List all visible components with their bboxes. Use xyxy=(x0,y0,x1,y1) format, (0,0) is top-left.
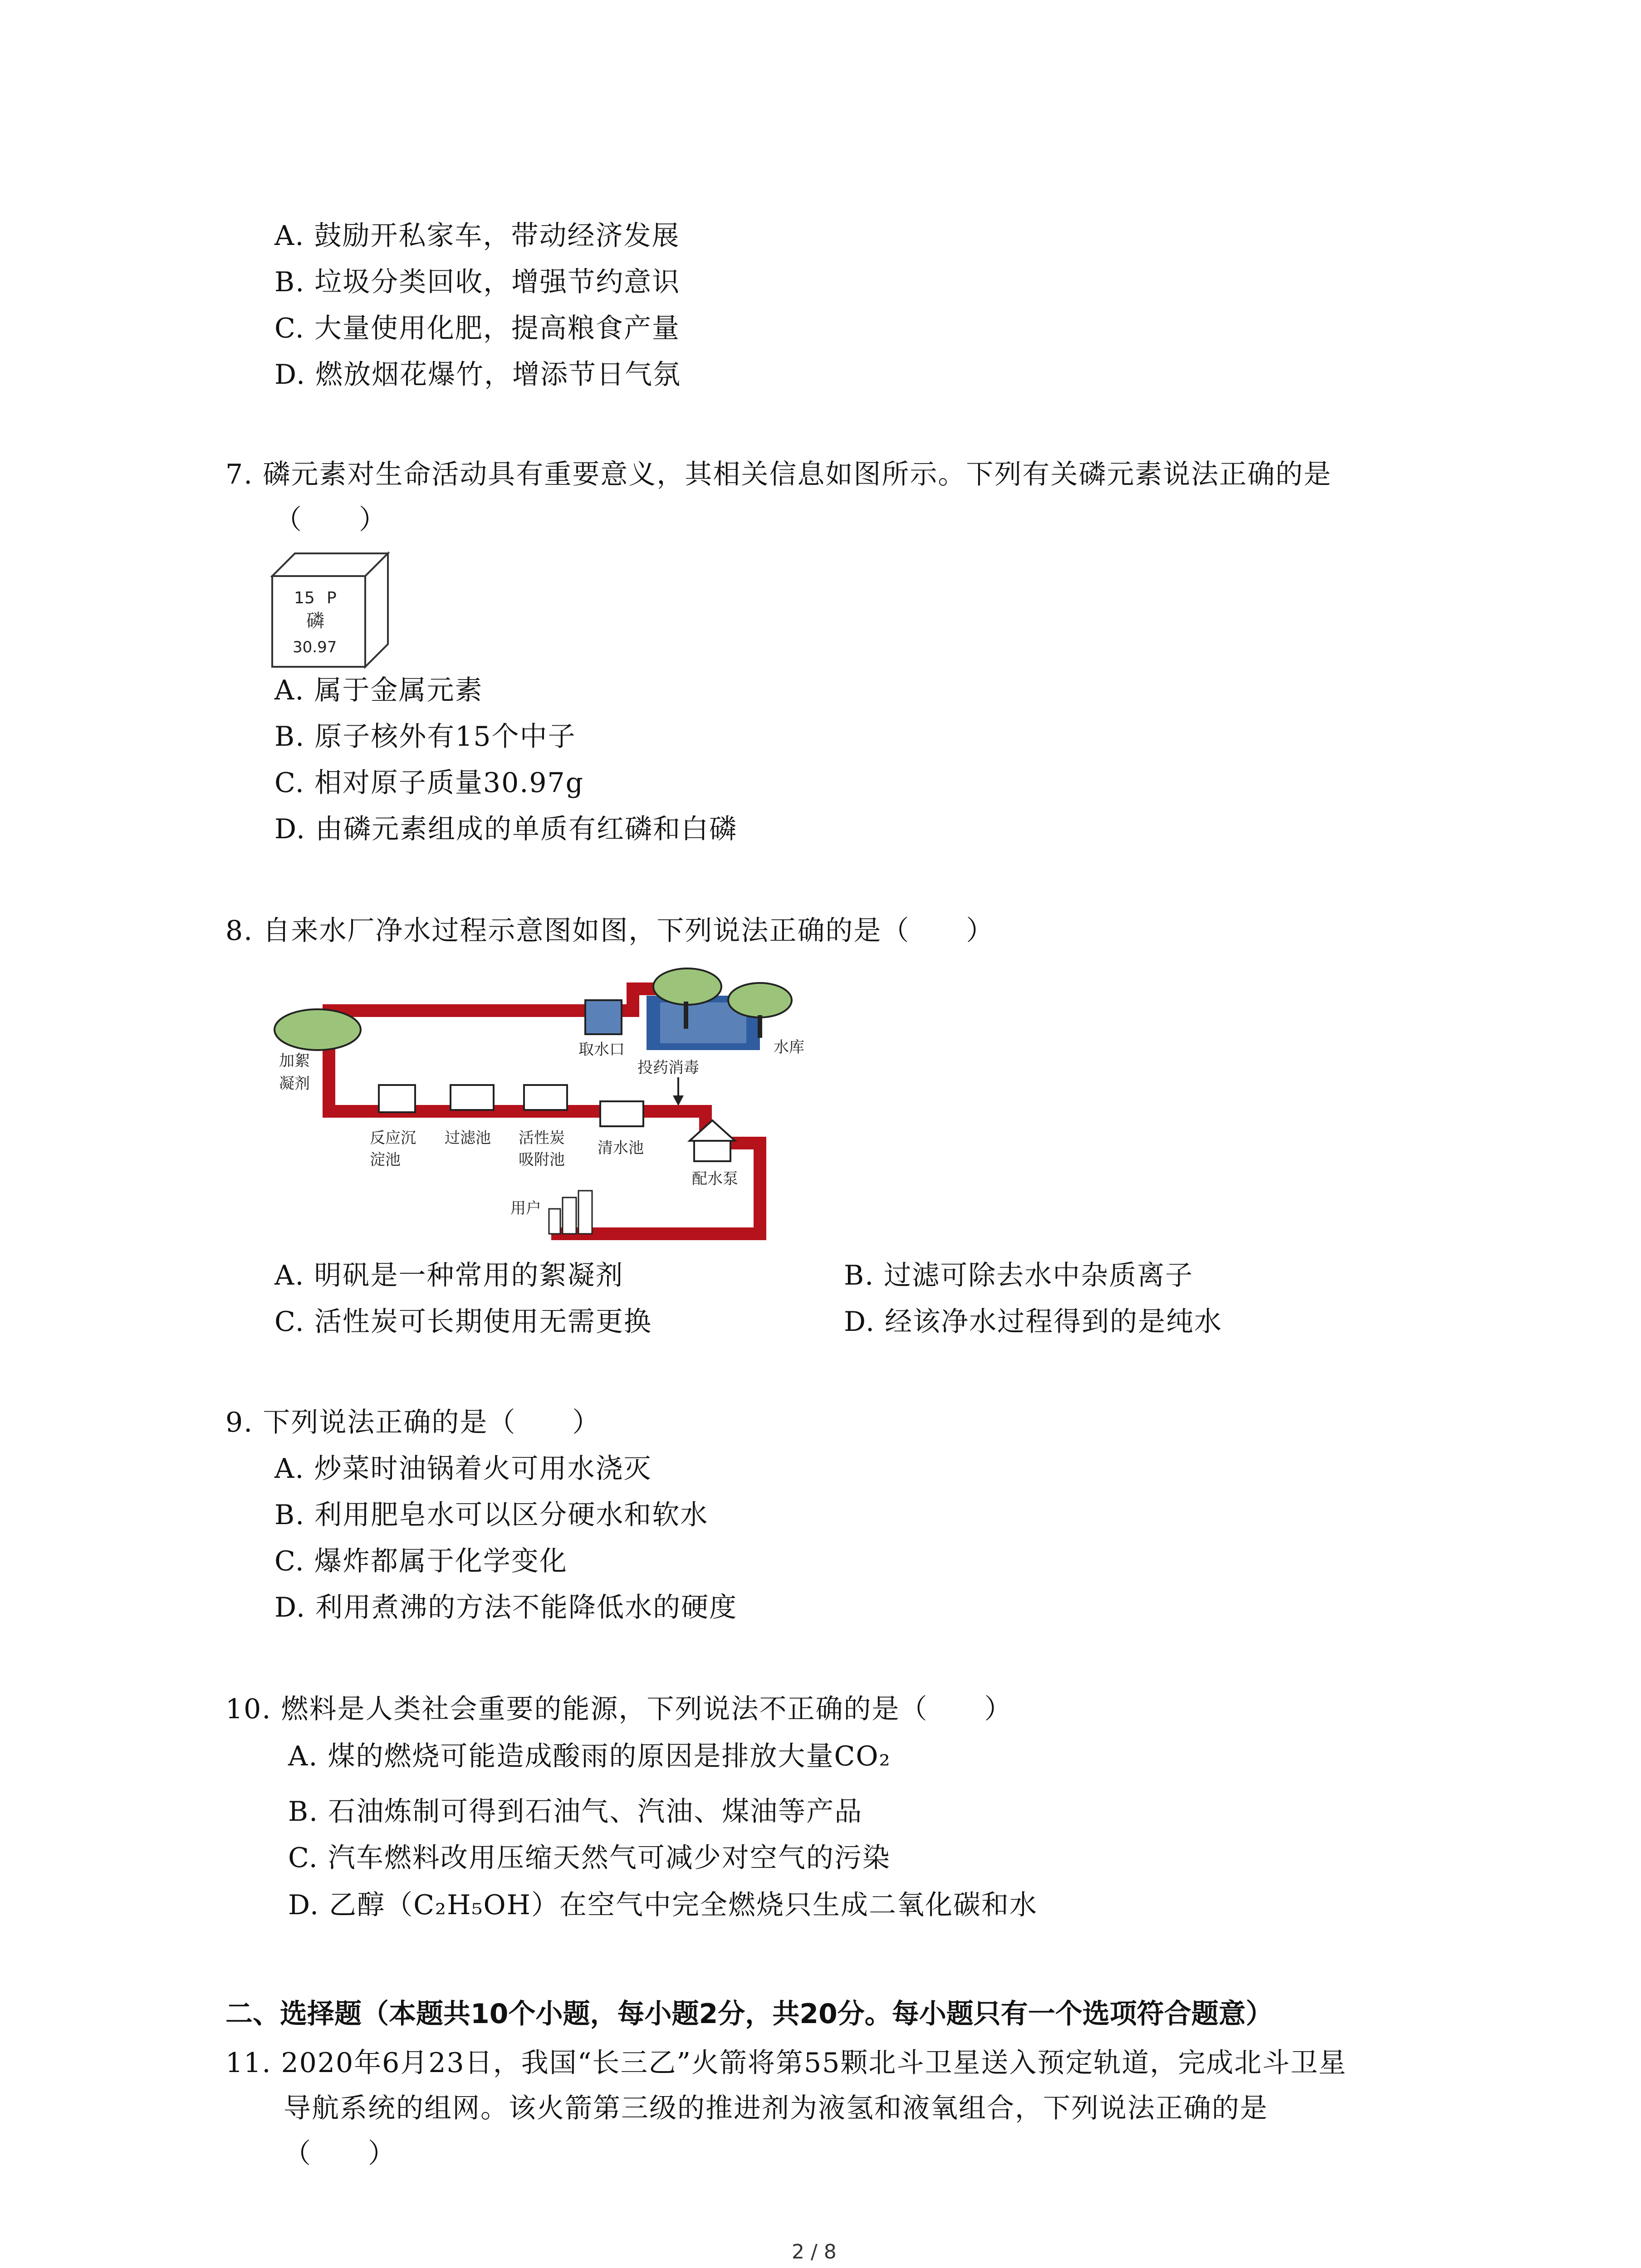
label-disinfect: 投药消毒 xyxy=(637,1059,699,1077)
q11-stem-line3: （ ） xyxy=(284,2138,396,2170)
q7-option-d: D. 由磷元素组成的单质有红磷和白磷 xyxy=(274,813,738,845)
label-reservoir: 水库 xyxy=(774,1038,804,1056)
q7-stem-line1: 7. 磷元素对生命活动具有重要意义，其相关信息如图所示。下列有关磷元素说法正确的是 xyxy=(225,459,1332,490)
element-symbol: P xyxy=(327,589,337,607)
label-carbon-1: 活性炭 xyxy=(519,1129,565,1147)
label-carbon-2: 吸附池 xyxy=(519,1151,565,1169)
q10-option-a: A. 煤的燃烧可能造成酸雨的原因是排放大量CO₂ xyxy=(288,1740,891,1772)
q8-option-a: A. 明矾是一种常用的絮凝剂 xyxy=(274,1260,624,1291)
tree-icon xyxy=(728,983,792,1017)
label-flocculant-2: 凝剂 xyxy=(279,1075,310,1093)
filter-tank xyxy=(451,1085,494,1110)
q8-option-b: B. 过滤可除去水中杂质离子 xyxy=(844,1260,1194,1291)
label-intake: 取水口 xyxy=(578,1041,625,1059)
label-flocculant-1: 加絮 xyxy=(279,1052,310,1070)
element-mass: 30.97 xyxy=(293,638,337,656)
building-icon xyxy=(578,1191,592,1234)
q6-option-a: A. 鼓励开私家车，带动经济发展 xyxy=(274,220,680,252)
q11-stem-line2: 导航系统的组网。该火箭第三级的推进剂为液氢和液氧组合，下列说法正确的是 xyxy=(284,2092,1268,2124)
water-treatment-diagram xyxy=(270,957,823,1249)
q7-stem-line2: （ ） xyxy=(274,504,387,536)
q7-option-b: B. 原子核外有15个中子 xyxy=(274,721,576,753)
label-sediment-1: 反应沉 xyxy=(370,1129,416,1147)
element-number: 15 xyxy=(294,589,315,607)
q8-stem: 8. 自来水厂净水过程示意图如图，下列说法正确的是（ ） xyxy=(225,915,994,947)
element-cell-figure xyxy=(268,549,395,673)
q11-stem-line1: 11. 2020年6月23日，我国“长三乙”火箭将第55颗北斗卫星送入预定轨道，完成北斗卫星 xyxy=(225,2047,1347,2079)
q10-option-b: B. 石油炼制可得到石油气、汽油、煤油等产品 xyxy=(288,1796,863,1828)
tree-icon xyxy=(274,1009,361,1050)
section-2-title: 二、选择题（本题共10个小题，每小题2分，共20分。每小题只有一个选项符合题意） xyxy=(225,1998,1273,2030)
sediment-tank xyxy=(379,1085,415,1112)
carbon-tank xyxy=(524,1085,567,1110)
building-icon xyxy=(549,1209,560,1234)
q9-option-d: D. 利用煮沸的方法不能降低水的硬度 xyxy=(274,1592,738,1623)
page-number: 2 / 8 xyxy=(792,2240,837,2263)
label-user: 用户 xyxy=(510,1199,541,1217)
label-clear: 清水池 xyxy=(598,1139,644,1157)
q6-option-d: D. 燃放烟花爆竹，增添节日气氛 xyxy=(274,359,681,391)
q6-option-b: B. 垃圾分类回收，增强节约意识 xyxy=(274,266,681,298)
q7-option-c: C. 相对原子质量30.97g xyxy=(274,767,584,799)
tree-icon xyxy=(653,968,721,1005)
q8-option-d: D. 经该净水过程得到的是纯水 xyxy=(844,1306,1223,1338)
intake-box xyxy=(585,1000,622,1034)
pump-house xyxy=(694,1141,730,1161)
q6-option-c: C. 大量使用化肥，提高粮食产量 xyxy=(274,313,680,344)
q9-option-c: C. 爆炸都属于化学变化 xyxy=(274,1545,568,1577)
label-filter: 过滤池 xyxy=(445,1129,491,1147)
q7-option-a: A. 属于金属元素 xyxy=(274,675,483,706)
element-name: 磷 xyxy=(306,611,324,631)
q10-option-d: D. 乙醇（C₂H₅OH）在空气中完全燃烧只生成二氧化碳和水 xyxy=(288,1889,1038,1921)
q9-stem: 9. 下列说法正确的是（ ） xyxy=(225,1407,601,1438)
q9-option-b: B. 利用肥皂水可以区分硬水和软水 xyxy=(274,1499,709,1531)
label-sediment-2: 淀池 xyxy=(370,1151,401,1169)
building-icon xyxy=(563,1198,576,1234)
q10-option-c: C. 汽车燃料改用压缩天然气可减少对空气的污染 xyxy=(288,1842,891,1874)
q9-option-a: A. 炒菜时油锅着火可用水浇灭 xyxy=(274,1453,652,1485)
q8-option-c: C. 活性炭可长期使用无需更换 xyxy=(274,1306,652,1338)
label-pump: 配水泵 xyxy=(692,1170,738,1188)
clear-tank xyxy=(600,1101,643,1126)
q10-stem: 10. 燃料是人类社会重要的能源，下列说法不正确的是（ ） xyxy=(225,1693,1013,1725)
